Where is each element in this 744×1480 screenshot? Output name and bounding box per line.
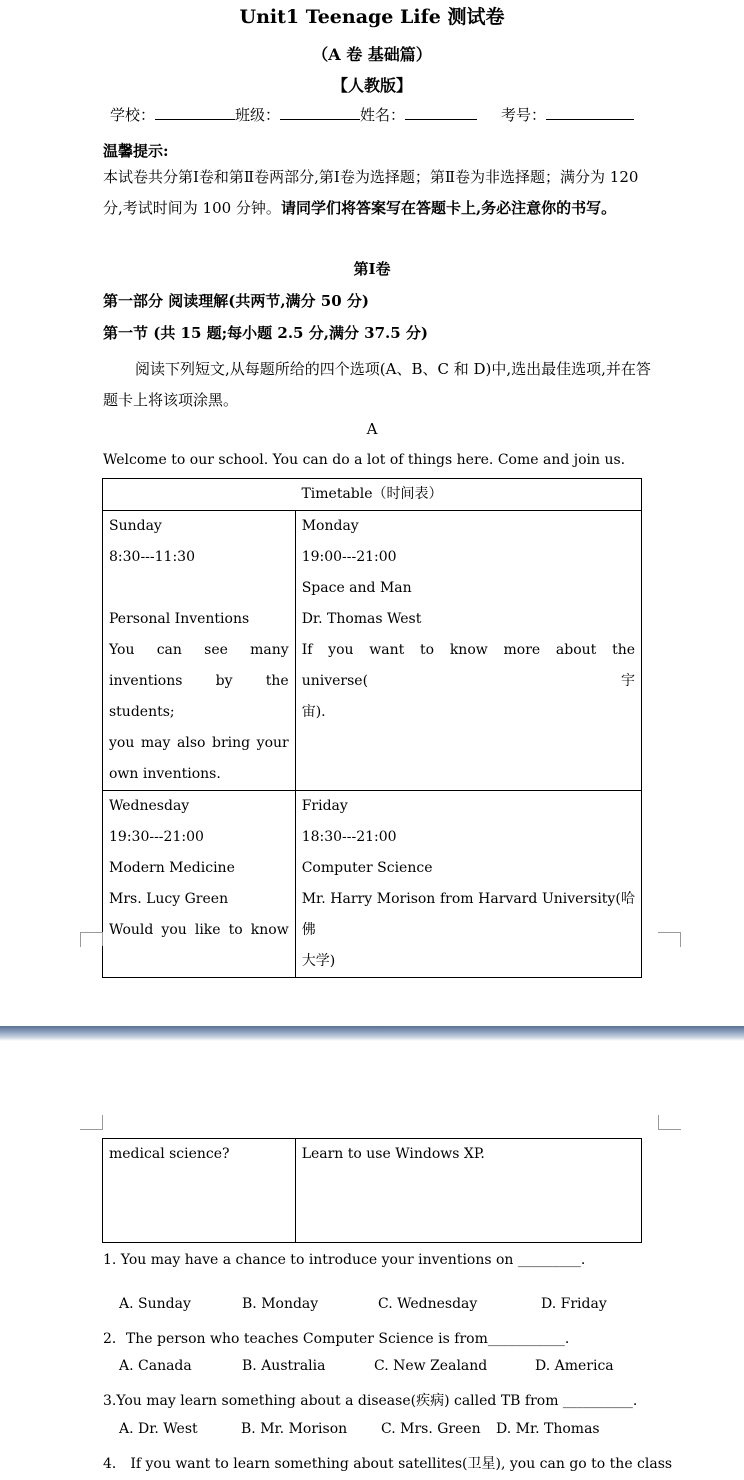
question-4-stem: 4． If you want to learn something about satellites(卫星), you can go to the class — [103, 1456, 673, 1472]
class-blank[interactable] — [280, 105, 360, 120]
volume-title: 第Ⅰ卷 — [353, 260, 391, 278]
friday-cell — [295, 791, 641, 978]
exam-subtitle: （A 卷 基础篇） — [312, 45, 432, 64]
exam-number-blank[interactable] — [546, 105, 634, 120]
passage-intro: Welcome to our school. You can do a lot of things here. Come and join us. — [103, 452, 626, 468]
passage-label: A — [366, 420, 378, 438]
monday-day: Monday — [301, 518, 359, 534]
school-blank[interactable] — [155, 105, 235, 120]
question-1-option-c[interactable]: C. Wednesday — [378, 1296, 478, 1312]
table-row — [103, 511, 642, 791]
table-row — [103, 479, 642, 511]
monday-time: 19:00---21:00 — [301, 549, 397, 565]
question-2-stem: 2．The person who teaches Computer Science is from___________. — [103, 1331, 570, 1347]
student-info-line — [110, 104, 634, 125]
timetable-continued — [102, 1138, 642, 1243]
exam-number-label: 考号： — [501, 106, 547, 124]
name-label: 姓名： — [360, 106, 406, 124]
question-1-stem: 1. You may have a chance to introduce your inventions on _________. — [103, 1252, 586, 1268]
page-break — [0, 1026, 744, 1041]
monday-desc-line: If you want to know more about the universe(宇 — [301, 642, 635, 689]
wednesday-cell-continued — [103, 1139, 296, 1243]
monday-speaker: Dr. Thomas West — [301, 611, 422, 627]
friday-time: 18:30---21:00 — [301, 829, 397, 845]
wednesday-speaker: Mrs. Lucy Green — [109, 891, 229, 907]
wednesday-topic: Modern Medicine — [109, 860, 235, 876]
class-label: 班级： — [235, 106, 281, 124]
notice-text-bold: 请同学们将答案写在答题卡上,务必注意你的书写。 — [280, 199, 617, 217]
question-1-option-b[interactable]: B. Monday — [242, 1296, 319, 1312]
exam-title: Unit1 Teenage Life 测试卷 — [239, 6, 505, 28]
margin-corner-mark — [658, 932, 681, 947]
question-3-option-b[interactable]: B. Mr. Morison — [241, 1421, 348, 1437]
question-3-option-d[interactable]: D. Mr. Thomas — [496, 1421, 600, 1437]
wednesday-desc-line: Would you like to know — [109, 922, 289, 938]
friday-desc-line: Mr. Harry Morison from Harvard University(哈佛 — [301, 891, 635, 938]
question-3-option-c[interactable]: C. Mrs. Green — [381, 1421, 481, 1437]
monday-cell — [295, 511, 641, 791]
question-1-option-a[interactable]: A. Sunday — [119, 1296, 191, 1312]
question-3-option-a[interactable]: A. Dr. West — [119, 1421, 198, 1437]
sunday-cell — [103, 511, 296, 791]
timetable-caption: Timetable（时间表） — [103, 479, 642, 511]
question-2-option-a[interactable]: A. Canada — [119, 1358, 192, 1374]
friday-desc-line: Learn to use Windows XP. — [301, 1146, 485, 1162]
friday-day: Friday — [301, 798, 348, 814]
question-3-stem: 3.You may learn something about a disease(疾病) called TB from __________. — [103, 1393, 638, 1409]
margin-corner-mark — [80, 1115, 103, 1130]
part1-heading: 第一部分 阅读理解(共两节,满分 50 分) — [103, 292, 369, 310]
sunday-desc-line: own inventions. — [109, 766, 221, 782]
question-2-option-c[interactable]: C. New Zealand — [374, 1358, 488, 1374]
page-2 — [0, 1041, 744, 1480]
sunday-desc-line: You can see many — [109, 642, 289, 658]
wednesday-day: Wednesday — [109, 798, 190, 814]
question-2-option-b[interactable]: B. Australia — [242, 1358, 326, 1374]
notice-heading: 温馨提示: — [103, 142, 169, 160]
school-label: 学校： — [110, 106, 156, 124]
sunday-topic: Personal Inventions — [109, 611, 250, 627]
wednesday-desc-line: medical science? — [109, 1146, 230, 1162]
table-row — [103, 791, 642, 978]
name-blank[interactable] — [405, 105, 477, 120]
table-row — [103, 1139, 642, 1243]
margin-corner-mark — [658, 1115, 681, 1130]
monday-topic: Space and Man — [301, 580, 412, 596]
section1-heading: 第一节 (共 15 题;每小题 2.5 分,满分 37.5 分) — [103, 324, 429, 342]
exam-edition: 【人教版】 — [331, 76, 412, 95]
friday-cell-continued — [295, 1139, 641, 1243]
sunday-day: Sunday — [109, 518, 162, 534]
friday-topic: Computer Science — [301, 860, 433, 876]
sunday-time: 8:30---11:30 — [109, 549, 195, 565]
timetable — [102, 478, 642, 978]
sunday-desc-line: inventions by the students; — [109, 673, 289, 720]
notice-text — [103, 162, 659, 224]
wednesday-time: 19:30---21:00 — [109, 829, 204, 845]
sunday-desc-line: you may also bring your — [109, 735, 289, 751]
instructions: 阅读下列短文,从每题所给的四个选项(A、B、C 和 D)中,选出最佳选项,并在答题卡上将该项涂黑。 — [103, 360, 651, 409]
monday-desc-line: 宙). — [301, 704, 326, 720]
friday-desc-line: 大学) — [301, 953, 336, 969]
notice-text-normal: 本试卷共分第Ⅰ卷和第Ⅱ卷两部分,第Ⅰ卷为选择题；第Ⅱ卷为非选择题；满分为 120 分,考试时间为 100 分钟。 — [103, 168, 639, 217]
margin-corner-mark — [80, 932, 103, 946]
question-1-option-d[interactable]: D. Friday — [541, 1296, 607, 1312]
question-2-option-d[interactable]: D. America — [535, 1358, 614, 1374]
wednesday-cell — [103, 791, 296, 978]
